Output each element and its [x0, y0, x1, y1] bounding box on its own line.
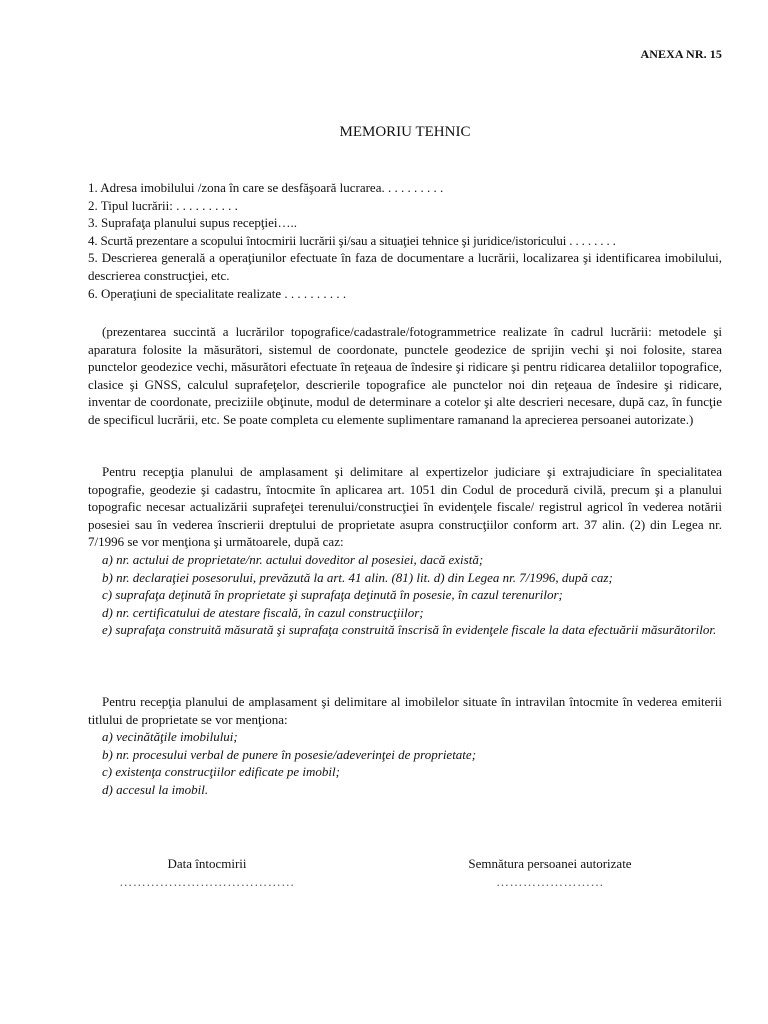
specialty-paragraph: (prezentarea succintă a lucrărilor topografice/cadastrale/fotogrammetrice realizate în cadrul lucrării: metodele şi aparatura folosite la măsurători, sistemul de coordonate, punctele geodezice de sprijin vechi şi noi folosite, starea punctelor geodezice vechi, măsurători efectuate în reţeaua de îndesire şi ridicare şi pentru ridicarea detaliilor topografice, clasice şi GNSS, calculul suprafeţelor, descrierile topografice ale punctelor noi din reţeaua de îndesire şi ridicare, inventar de coordonate, preciziile obţinute, modul de determinare a cotelor şi alte descrieri necesare, după caz, în funcţie de specificul lucrării, etc. Se poate completa cu elemente suplimentare ramanand la aprecierea persoanei autorizate.) — [88, 324, 722, 427]
list-item: b) nr. declaraţiei posesorului, prevăzută la art. 41 alin. (81) lit. d) din Legea nr. 7/1996, după caz; — [102, 569, 613, 585]
list-item: a) vecinătăţile imobilului; — [102, 729, 238, 745]
list-item: 6. Operaţiuni de specialitate realizate . . . . . . . . . . — [88, 285, 347, 301]
list-item: c) existenţa construcţiilor edificate pe imobil; — [102, 764, 340, 780]
signature-label: Semnătura persoanei autorizate — [468, 856, 632, 871]
list-item: b) nr. procesului verbal de punere în posesie/adeverinţei de proprietate; — [102, 746, 477, 762]
list-item: 3. Suprafaţa planului supus recepţiei….. — [88, 215, 298, 231]
document-page — [88, 0, 722, 1024]
list-item: d) accesul la imobil. — [102, 781, 209, 797]
list-item: 5. Descrierea generală a operaţiunilor efectuate în faza de documentare a lucrării, localizarea şi identificarea imobilului, descrierea construcţiei, etc. — [88, 250, 722, 283]
date-line: ………………………………… — [119, 873, 295, 889]
expertise-intro: Pentru recepţia planului de amplasament şi delimitare al expertizelor judiciare şi extrajudiciare în specialitatea topografie, geodezie şi cadastru, întocmite în aplicarea art. 1051 din Codul de procedură civilă, precum şi a planului topografic necesar actualizării suprafeţei terenului/construcţiei în evidenţele fiscale/ registrul agricol în vederea notării posesiei sau în vederea înscrierii dreptului de proprietate asupra construcţiilor conform art. 37 alin. (2) din Legea nr. 7/1996 se vor menţiona şi următoarele, după caz: — [88, 464, 722, 550]
list-item: 4. Scurtă prezentare a scopului întocmirii lucrării şi/sau a situaţiei tehnice şi juridice/istoricului . . . . . . . . — [88, 232, 616, 248]
expertise-section — [88, 463, 722, 639]
signature-block — [418, 855, 682, 890]
intravilan-intro: Pentru recepţia planului de amplasament şi delimitare al imobilelor situate în intravilan întocmite în vederea emiterii titlului de proprietate se vor menţiona: — [88, 694, 722, 727]
intravilan-section — [88, 693, 722, 799]
date-block — [88, 855, 326, 890]
date-label: Data întocmirii — [167, 856, 247, 871]
list-item: e) suprafaţa construită măsurată şi suprafaţa construită înscrisă în evidenţele fiscale la data efectuării măsurătorilor. — [102, 622, 717, 638]
list-item: d) nr. certificatului de atestare fiscală, în cazul construcţiilor; — [102, 604, 424, 620]
annex-number: ANEXA NR. 15 — [640, 47, 722, 61]
signature-line: …………………… — [496, 873, 604, 889]
list-item: a) nr. actului de proprietate/nr. actului doveditor al posesiei, dacă există; — [102, 551, 484, 567]
list-item: 2. Tipul lucrării: . . . . . . . . . . — [88, 197, 238, 213]
document-title: MEMORIU TEHNIC — [339, 124, 471, 140]
list-item: 1. Adresa imobilului /zona în care se desfăşoară lucrarea. . . . . . . . . . — [88, 180, 444, 195]
numbered-list — [88, 179, 722, 302]
list-item: c) suprafaţa deţinută în proprietate şi suprafaţa deţinută în posesie, în cazul terenurilor; — [102, 587, 563, 603]
